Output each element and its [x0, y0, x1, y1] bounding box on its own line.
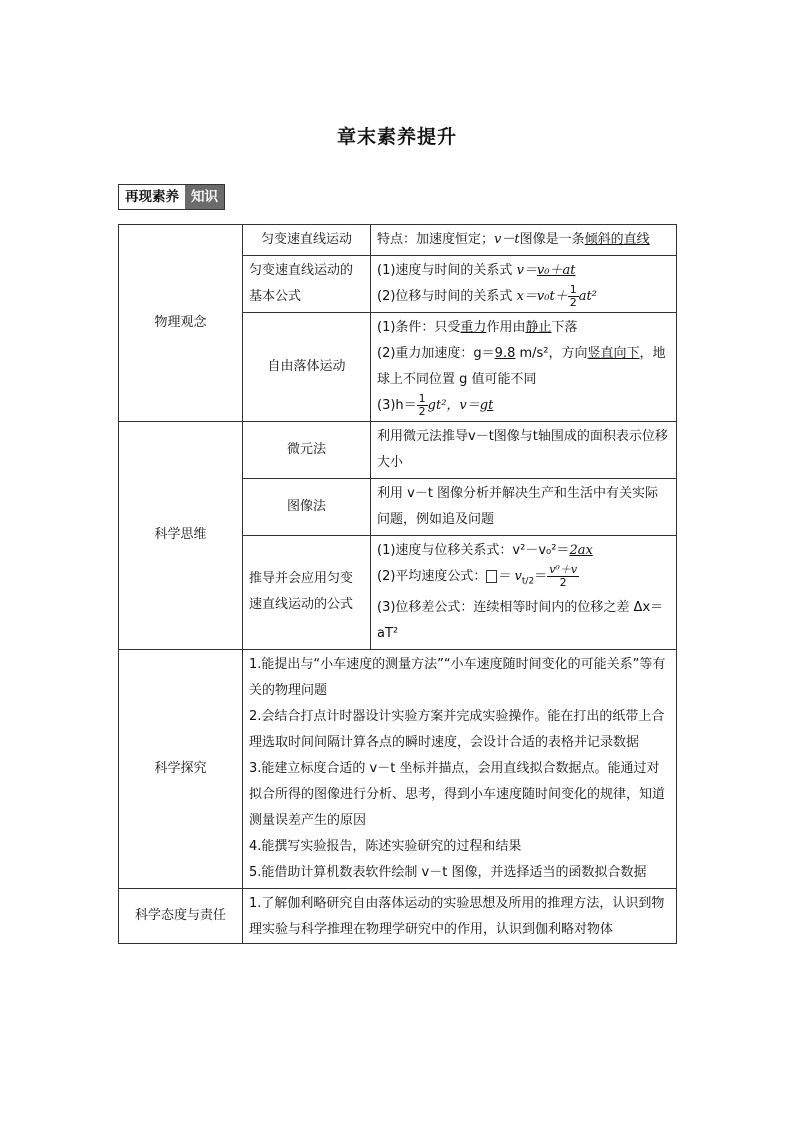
topic-uniform-accel: 匀变速直线运动: [243, 225, 371, 256]
desc-micro-element: 利用微元法推导v－t图像与t轴围成的面积表示位移大小: [371, 422, 677, 479]
section-badge: [118, 184, 225, 210]
topic-apply-formula: 推导并会应用匀变速直线运动的公式: [243, 536, 371, 650]
list-item: 2.会结合打点计时器设计实验方案并完成实验操作。能在打出的纸带上合理选取时间间隔计算各点的瞬时速度，会设计合适的表格并记录数据: [249, 708, 665, 750]
list-item: 4.能撰写实验报告，陈述实验研究的过程和结果: [249, 838, 522, 854]
desc-apply-formula: (1)速度与位移关系式：v²－v₀²＝2ax (2)平均速度公式： ＝ $v_{t/2}=$ $\frac{\text{v⁰＋v}}{2}$ (3)位移差公式：连续相等时间内的位移之差 Δx＝aT²: [371, 536, 677, 650]
desc-scientific-inquiry: [243, 649, 677, 888]
list-item: 1.能提出与“小车速度的测量方法”“小车速度随时间变化的可能关系”等有关的物理问题: [249, 656, 666, 698]
desc-uniform-accel: 特点：加速度恒定；v－t图像是一条倾斜的直线: [371, 225, 677, 256]
topic-graph-method: 图像法: [243, 479, 371, 536]
summary-table: [118, 224, 677, 944]
list-item: 3.能建立标度合适的 v－t 坐标并描点，会用直线拟合数据点。能通过对拟合所得的图像进行分析、思考，得到小车速度随时间变化的规律，知道测量误差产生的原因: [249, 760, 666, 828]
page-title: 章末素养提升: [336, 126, 457, 148]
fraction: $\frac{1}{2}$: [569, 283, 577, 309]
topic-basic-formula: 匀变速直线运动的基本公式: [243, 256, 371, 313]
desc-attitude: 1.了解伽利略研究自由落体运动的实验思想及所用的推理方法，认识到物理实验与科学推理在物理学研究中的作用，认识到伽利略对物体: [243, 888, 677, 943]
badge-part2: 知识: [185, 185, 224, 209]
desc-basic-formula: (1)速度与时间的关系式 v＝v₀＋at (2)位移与时间的关系式 x＝v₀t＋ $\frac{1}{2}$ at²: [371, 256, 677, 313]
table-row: [119, 225, 677, 256]
desc-graph-method: 利用 v－t 图像分析并解决生产和生活中有关实际问题，例如追及问题: [371, 479, 677, 536]
table-row: [119, 422, 677, 479]
desc-free-fall: (1)条件：只受重力作用由静止下落 (2)重力加速度：g＝9.8 m/s²，方向竖直向下，地球上不同位置 g 值可能不同 (3)h＝ $\frac{1}{2}$ gt²，v＝gt: [371, 313, 677, 422]
badge-part1: 再现素养: [119, 185, 185, 209]
category-scientific-inquiry: 科学探究: [119, 649, 243, 888]
fraction: $\frac{1}{2}$: [418, 392, 426, 418]
average-velocity-symbol-icon: [486, 570, 497, 583]
topic-micro-element: 微元法: [243, 422, 371, 479]
category-scientific-thinking: 科学思维: [119, 422, 243, 650]
table-row: [119, 649, 677, 888]
category-physics-concept: 物理观念: [119, 225, 243, 422]
table-row: [119, 888, 677, 943]
list-item: 5.能借助计算机数表软件绘制 v－t 图像，并选择适当的函数拟合数据: [249, 864, 647, 880]
topic-free-fall: 自由落体运动: [243, 313, 371, 422]
category-attitude: 科学态度与责任: [119, 888, 243, 943]
fraction: $\frac{\text{v⁰＋v}}{2}$: [549, 563, 578, 589]
